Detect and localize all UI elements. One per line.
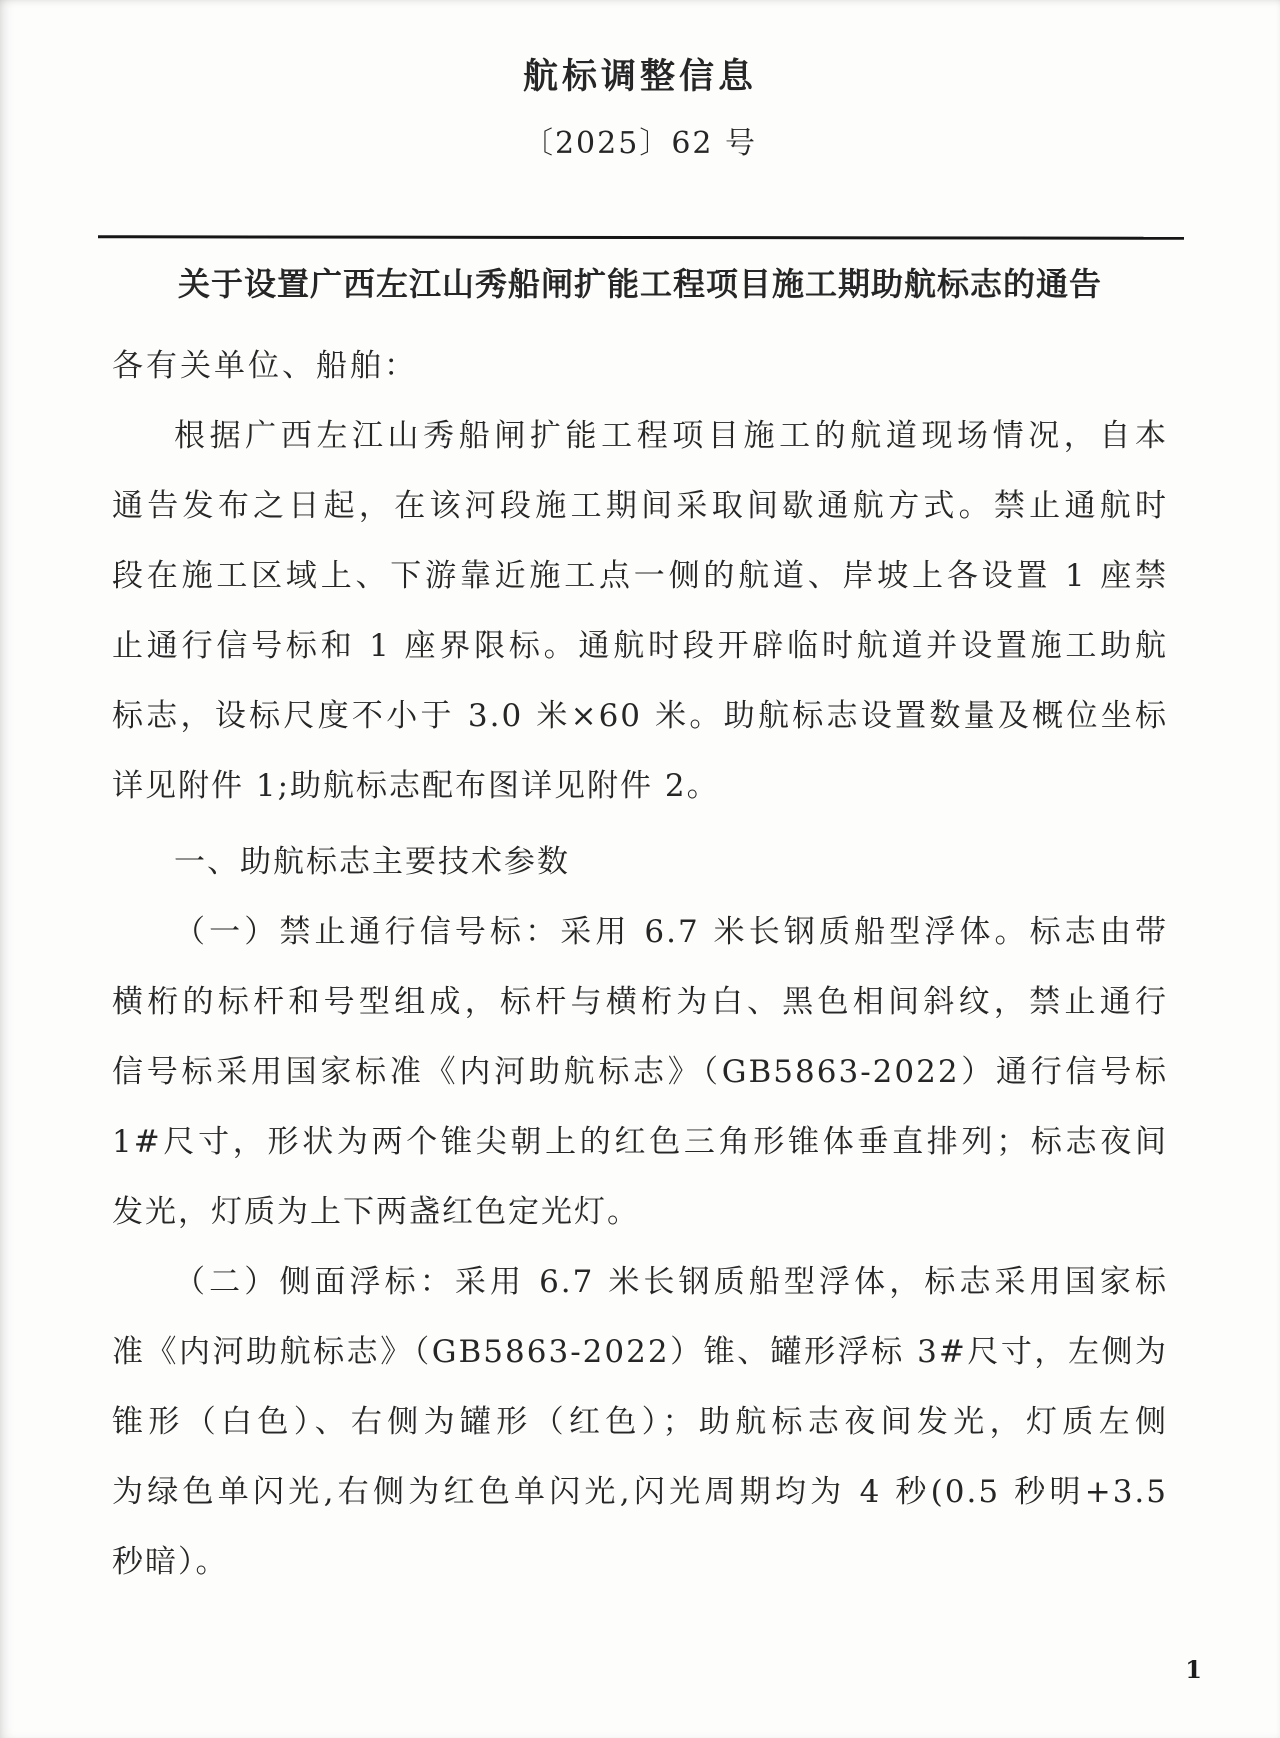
horizontal-rule: [98, 235, 1184, 240]
body-line: 锥形（白色）、右侧为罐形（红色）；助航标志夜间发光，灯质左侧: [112, 1404, 1168, 1440]
page-number: 1: [1185, 1655, 1202, 1684]
body-line: 准《内河助航标志》（GB5863-2022）锥、罐形浮标 3#尺寸，左侧为: [112, 1334, 1168, 1370]
body-line: 秒暗）。: [112, 1544, 229, 1580]
body-line: 为绿色单闪光,右侧为红色单闪光,闪光周期均为 4 秒(0.5 秒明+3.5: [112, 1474, 1168, 1510]
body-line: 1#尺寸，形状为两个锥尖朝上的红色三角形锥体垂直排列；标志夜间: [112, 1124, 1168, 1160]
document-title: 航标调整信息: [522, 56, 757, 97]
document-number: 〔2025〕62 号: [522, 126, 758, 161]
section-heading: 一、助航标志主要技术参数: [174, 844, 570, 880]
body-line: （二）侧面浮标：采用 6.7 米长钢质船型浮体，标志采用国家标: [174, 1264, 1168, 1300]
body-line: 信号标采用国家标准《内河助航标志》（GB5863-2022）通行信号标: [112, 1054, 1168, 1090]
body-line: （一）禁止通行信号标：采用 6.7 米长钢质船型浮体。标志由带: [174, 914, 1168, 950]
notice-heading: 关于设置广西左江山秀船闸扩能工程项目施工期助航标志的通告: [177, 265, 1102, 303]
body-line: 详见附件 1;助航标志配布图详见附件 2。: [112, 768, 720, 804]
body-line: 发光，灯质为上下两盏红色定光灯。: [112, 1194, 640, 1230]
salutation-line: 各有关单位、船舶：: [112, 348, 418, 384]
body-line: 段在施工区域上、下游靠近施工点一侧的航道、岸坡上各设置 1 座禁: [112, 558, 1168, 594]
body-line: 标志，设标尺度不小于 3.0 米×60 米。助航标志设置数量及概位坐标: [112, 698, 1168, 734]
body-line: 止通行信号标和 1 座界限标。通航时段开辟临时航道并设置施工助航: [112, 628, 1168, 664]
body-line: 根据广西左江山秀船闸扩能工程项目施工的航道现场情况，自本: [174, 418, 1168, 454]
body-line: 通告发布之日起，在该河段施工期间采取间歇通航方式。禁止通航时: [112, 488, 1168, 524]
body-line: 横桁的标杆和号型组成，标杆与横桁为白、黑色相间斜纹，禁止通行: [112, 984, 1168, 1020]
